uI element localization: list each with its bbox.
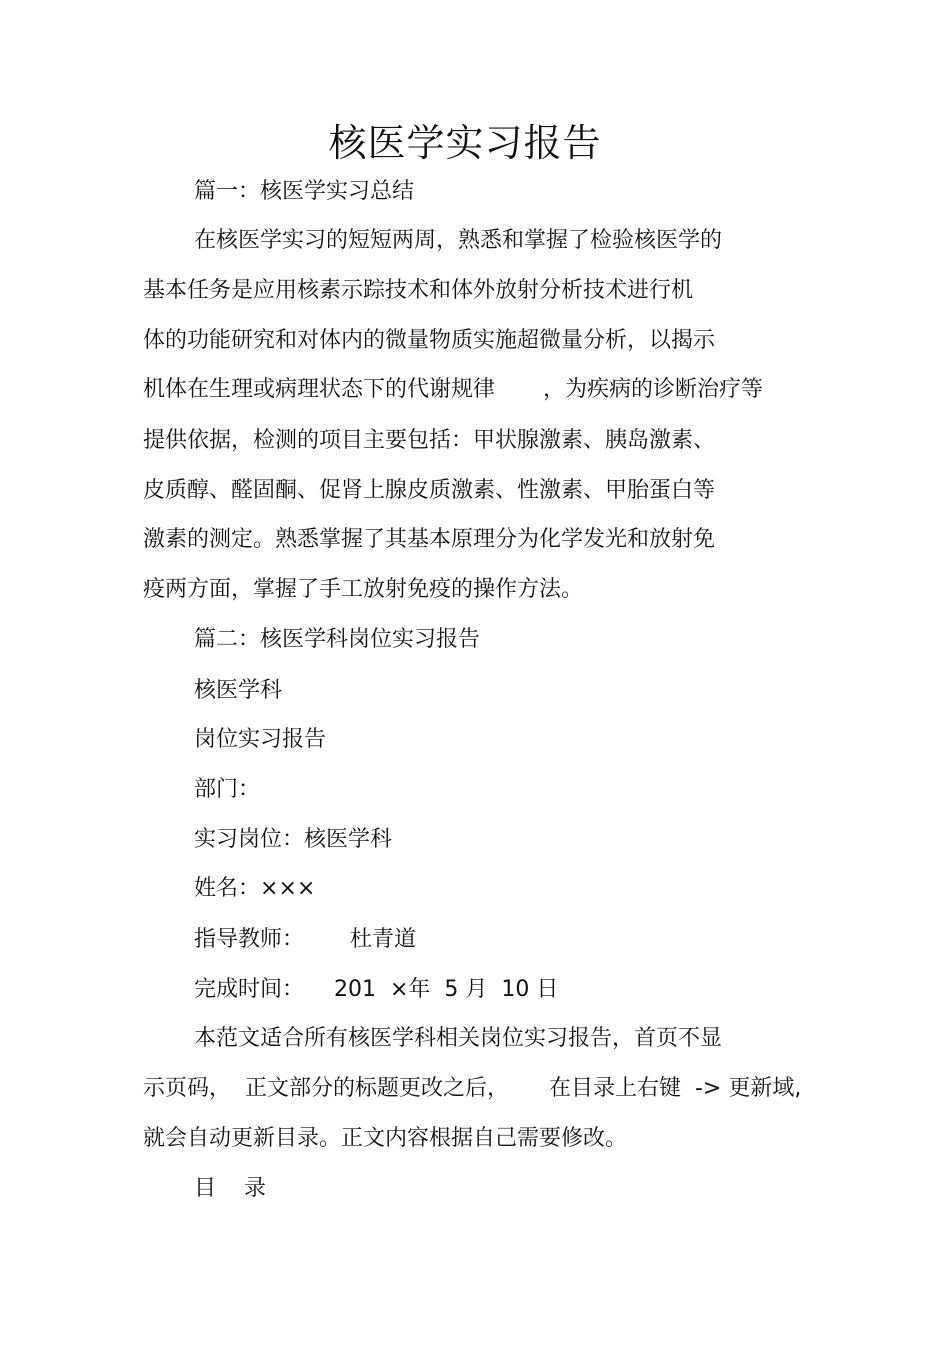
- date-value: 201 ×年 5 月 10 日: [334, 977, 559, 1002]
- advisor-label: 指导教师：: [194, 927, 305, 952]
- section1-heading: 篇一：核医学实习总结: [194, 179, 415, 204]
- document-title: 核医学实习报告: [328, 121, 602, 165]
- paragraph-line: 提供依据，检测的项目主要包括：甲状腺激素、胰岛激素、: [143, 428, 716, 453]
- note-line: 就会自动更新目录。正文内容根据自己需要修改。: [143, 1126, 628, 1151]
- paragraph-line: 在核医学实习的短短两周，熟悉和掌握了检验核医学的: [194, 228, 723, 253]
- paragraph-line-part: ，为疾病的诊断治疗等: [543, 377, 764, 402]
- date-line: [194, 975, 558, 1005]
- post-line: [194, 825, 392, 855]
- note-line: [143, 1074, 801, 1104]
- paragraph-line: [143, 375, 763, 405]
- name-line: [194, 874, 315, 904]
- dept-name-line: 核医学科: [194, 678, 283, 703]
- post-value: 核医学科: [304, 827, 393, 852]
- paragraph-line: 体的功能研究和对体内的微量物质实施超微量分析，以揭示: [143, 328, 716, 353]
- date-label: 完成时间：: [194, 977, 305, 1002]
- paragraph-line: 激素的测定。熟悉掌握了其基本原理分为化学发光和放射免: [143, 527, 716, 552]
- paragraph-line-part: 机体在生理或病理状态下的代谢规律: [143, 377, 496, 402]
- note-line: 本范文适合所有核医学科相关岗位实习报告，首页不显: [194, 1026, 723, 1051]
- paragraph-line: 基本任务是应用核素示踪技术和体外放射分析技术进行机: [143, 278, 694, 303]
- report-name-line: 岗位实习报告: [194, 727, 327, 752]
- toc-heading: 目 录: [194, 1176, 266, 1201]
- post-label: 实习岗位：: [194, 827, 305, 852]
- section2-heading: 篇二：核医学科岗位实习报告: [194, 627, 481, 652]
- paragraph-line: 疫两方面，掌握了手工放射免疫的操作方法。: [143, 577, 584, 602]
- name-label: 姓名：: [194, 876, 261, 901]
- note-line-part: 示页码， 正文部分的标题更改之后，: [143, 1076, 509, 1101]
- name-value: ×××: [260, 876, 316, 901]
- advisor-value: 杜青道: [350, 927, 417, 952]
- advisor-line: [194, 925, 416, 955]
- note-line-part: 在目录上右键 -> 更新域,: [549, 1076, 802, 1101]
- paragraph-line: 皮质醇、醛固酮、促肾上腺皮质激素、性激素、甲胎蛋白等: [143, 478, 716, 503]
- dept-label: 部门：: [194, 777, 261, 802]
